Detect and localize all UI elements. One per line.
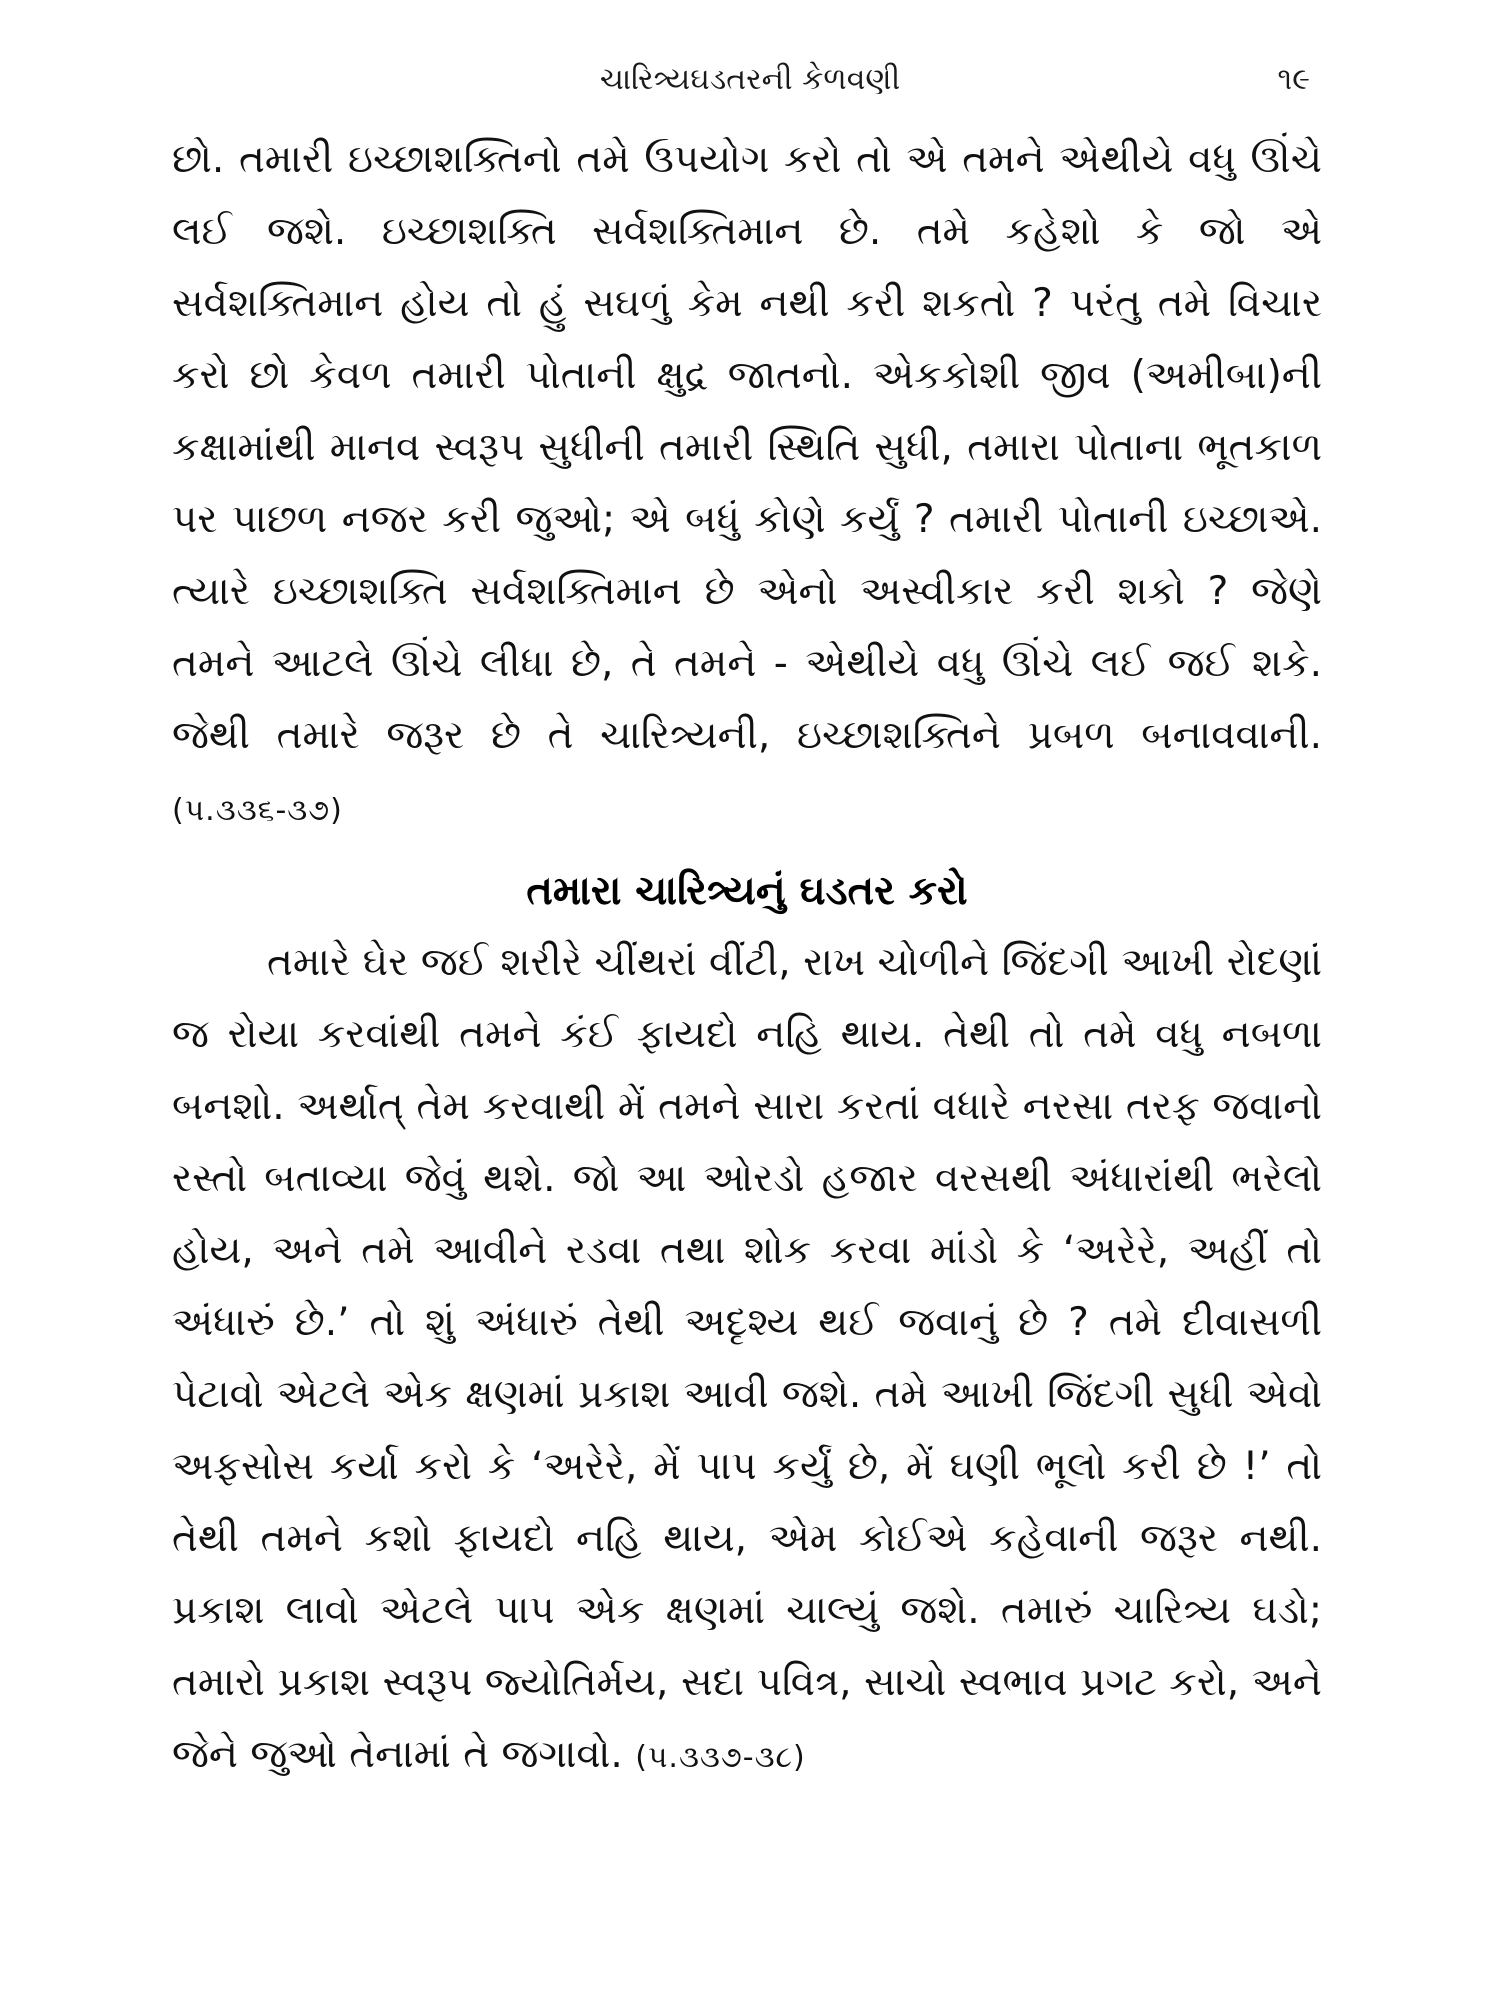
section-heading: તમારા ચારિત્ર્યનું ઘડતર કરો bbox=[526, 868, 968, 914]
paragraph-1-text: છો. તમારી ઇચ્છાશક્તિનો તમે ઉપયોગ કરો તો એ તમને એથીયે વધુ ઊંચે લઈ જશે. ઇચ્છાશક્તિ સર્વશક્તિમાન છે. તમે કહેશો કે જો એ સર્વશક્તિમાન હોય તો હું સઘળું કેમ નથી કરી શકતો ? પરંતુ તમે વિચાર કરો છો કેવળ તમારી પોતાની ક્ષુદ્ર જાતનો. એકકોશી જીવ (અમીબા)ની કક્ષામાંથી માનવ સ્વરૂપ સુધીની તમારી સ્થિતિ સુધી, તમારા પોતાના ભૂતકાળ પર પાછળ નજર કરી જુઓ; એ બધું કોણે કર્યું ? તમારી પોતાની ઇચ્છાએ. ત્યારે ઇચ્છાશક્તિ સર્વશક્તિમાન છે એનો અસ્વીકાર કરી શકો ? જેણે તમને આટલે ઊંચે લીધા છે, તે તમને - એથીયે વધુ ઊંચે લઈ જઈ શકે. જેથી તમારે જરૂર છે તે ચારિત્ર્યની, ઇચ્છાશક્તિને પ્રબળ બનાવવાની. bbox=[172, 137, 1322, 758]
paragraph-1 bbox=[172, 124, 1322, 847]
paragraph-2-citation: (પ.૩૩૭-૩૮) bbox=[635, 1740, 806, 1775]
paragraph-2-text: તમારે ઘેર જઈ શરીરે ચીંથરાં વીંટી, રાખ ચોળીને જિંદગી આખી રોદણાં જ રોયા કરવાંથી તમને કંઈ ફાયદો નહિ થાય. તેથી તો તમે વધુ નબળા બનશો. અર્થાત્ તેમ કરવાથી મેં તમને સારા કરતાં વધારે નરસા તરફ જવાનો રસ્તો બતાવ્યા જેવું થશે. જો આ ઓરડો હજાર વરસથી અંધારાંથી ભરેલો હોય, અને તમે આવીને રડવા તથા શોક કરવા માંડો કે ‘અરેરે, અહીં તો અંધારું છે.’ તો શું અંધારું તેથી અદૃશ્ય થઈ જવાનું છે ? તમે દીવાસળી પેટાવો એટલે એક ક્ષણમાં પ્રકાશ આવી જશે. તમે આખી જિંદગી સુધી એવો અફસોસ કર્યા કરો કે ‘અરેરે, મેં પાપ કર્યું છે, મેં ઘણી ભૂલો કરી છે !’ તો તેથી તમને કશો ફાયદો નહિ થાય, એમ કોઈએ કહેવાની જરૂર નથી. પ્રકાશ લાવો એટલે પાપ એક ક્ષણમાં ચાલ્યું જશે. તમારું ચારિત્ર્ય ઘડો; તમારો પ્રકાશ સ્વરૂપ જ્યોતિર્મય, સદા પવિત્ર, સાચો સ્વભાવ પ્રગટ કરો, અને જેને જુઓ તેનામાં તે જગાવો. bbox=[172, 940, 1322, 1777]
paragraph-1-citation: (પ.૩૩૬-૩૭) bbox=[172, 793, 343, 828]
running-header-title: ચારિત્ર્યઘડતરની કેળવણી bbox=[599, 62, 901, 97]
page-number: ૧૯ bbox=[1277, 62, 1310, 97]
running-header bbox=[0, 58, 1500, 118]
paragraph-2 bbox=[172, 927, 1322, 1794]
page-body bbox=[172, 124, 1322, 1794]
